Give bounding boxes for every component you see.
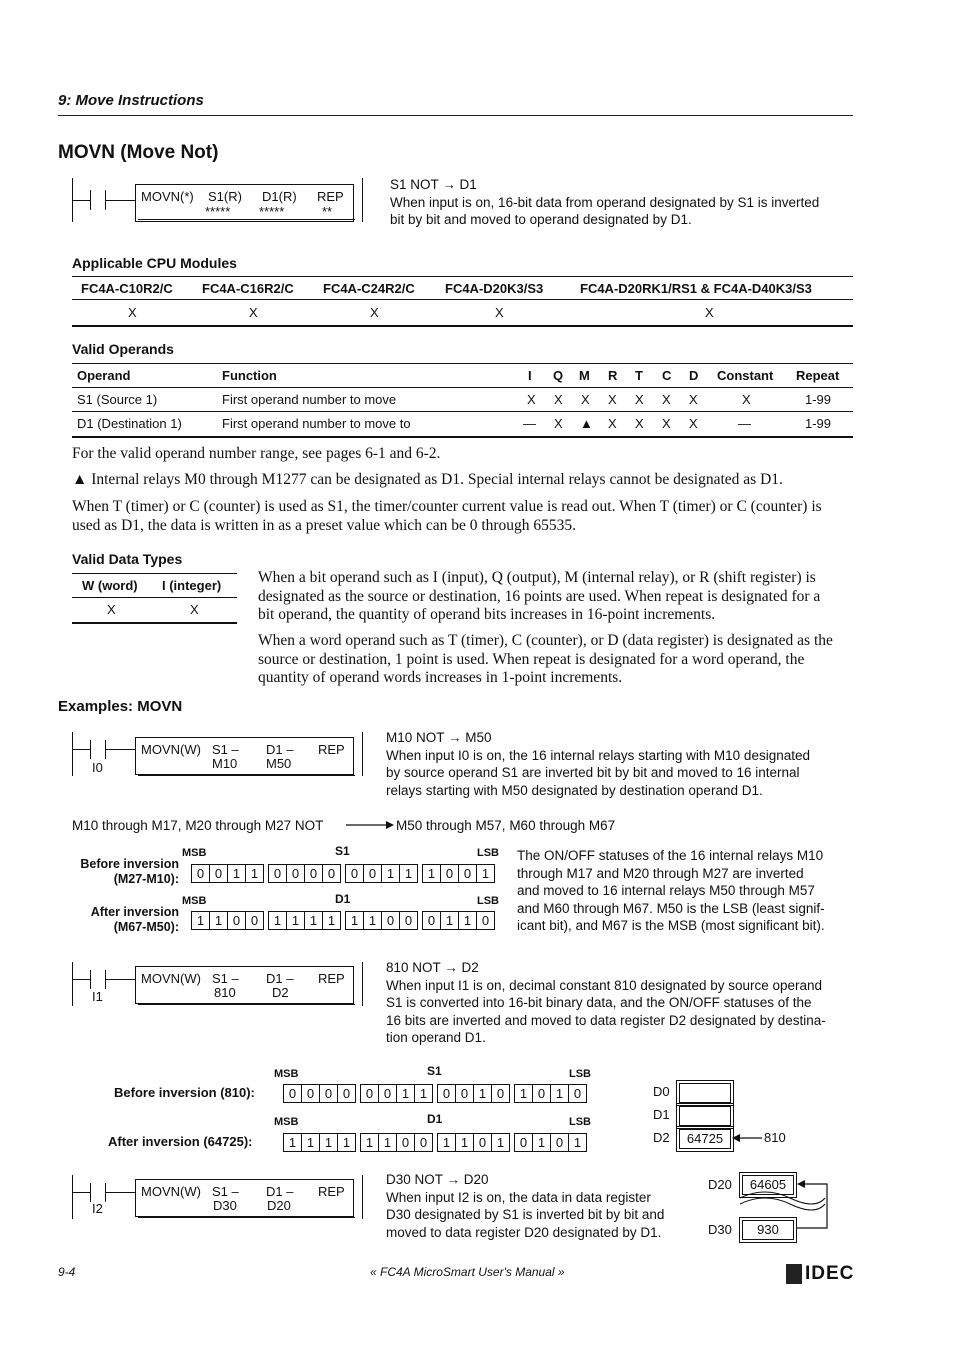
operands-rule [72, 411, 853, 412]
desc-line: When input I2 is on, the data in data register [386, 1189, 651, 1205]
bit-cell: 1 [305, 912, 323, 929]
op-cell: X [554, 416, 563, 431]
box-op: MOVN(W) [141, 742, 201, 757]
cpu-val: X [128, 305, 137, 320]
bit-cell: 1 [404, 866, 413, 881]
box-op: MOVN(W) [141, 971, 201, 986]
op-cell: X [662, 416, 671, 431]
bit-cell: 0 [441, 865, 459, 882]
note-line: and M60 through M67. M50 is the LSB (least signif- [517, 900, 825, 916]
bit-group [268, 911, 341, 930]
op-cell: First operand number to move to [222, 416, 411, 431]
label-line: After inversion [90, 905, 179, 919]
ex2-desc-title: 810 NOT → D2 [386, 960, 479, 975]
box-shadow [138, 1217, 355, 1218]
op-cell: ▲ [580, 416, 593, 431]
box-d1-sub: ***** [259, 204, 285, 219]
box-d1: D1 – [266, 971, 294, 986]
lsb-label: LSB [569, 1068, 591, 1080]
ex1-desc [386, 729, 810, 799]
lsb-label: LSB [477, 847, 499, 859]
bit-cell: 0 [438, 1085, 456, 1102]
box-op: MOVN(W) [141, 1184, 201, 1199]
bit-cell: 1 [228, 865, 246, 882]
op-cell: X [554, 392, 563, 407]
bit-group [437, 1084, 510, 1103]
note-line: and moved to 16 internal relays M50 through M57 [517, 883, 815, 898]
para-line: bit operand, the quantity of operand bits increases in 16-point increments. [258, 606, 716, 623]
bit-cell: 0 [419, 1135, 428, 1150]
lsb-label: LSB [477, 895, 499, 907]
ex2-before-label: Before inversion (810): [114, 1085, 255, 1100]
op-cell: X [689, 416, 698, 431]
op-cell: X [527, 392, 536, 407]
bit-cell: 0 [302, 1085, 320, 1102]
op-cell: First operand number to move [222, 392, 397, 407]
bit-cell: 1 [397, 1085, 415, 1102]
label-line: (M67-M50): [113, 920, 179, 934]
s1-label: S1 [427, 1064, 442, 1078]
register-d0 [679, 1083, 731, 1103]
reg-label: D20 [708, 1177, 732, 1192]
op-cell: 1-99 [805, 392, 832, 407]
contact-left [90, 740, 91, 759]
bit-cell: 0 [423, 912, 441, 929]
data-types-para2 [258, 632, 833, 688]
ex2-after-label: After inversion (64725): [108, 1134, 253, 1149]
bit-cell: 0 [210, 865, 228, 882]
bit-cell: 1 [346, 912, 364, 929]
rung-wire [72, 200, 90, 201]
bit-cell: 0 [305, 865, 323, 882]
arrow-right-icon [346, 818, 394, 832]
ex1-before-label [71, 857, 179, 887]
label-line: (M27-M10): [113, 872, 179, 886]
ex3-input: I2 [92, 1201, 103, 1216]
idec-logo [786, 1263, 854, 1285]
cpu-col: FC4A-C24R2/C [323, 281, 415, 296]
note-line: The ON/OFF statuses of the 16 internal relays M10 [517, 848, 824, 863]
contact-left [90, 970, 91, 989]
bit-cell: 0 [533, 1085, 551, 1102]
desc-line: D30 designated by S1 is inverted bit by bit and [386, 1207, 665, 1222]
main-desc-title: S1 NOT → D1 [390, 177, 477, 192]
desc-line: relays starting with M50 designated by destination operand D1. [386, 782, 763, 798]
reg-arrow-value: 810 [764, 1130, 786, 1145]
right-rail [362, 178, 363, 222]
bit-cell: 1 [320, 1134, 338, 1151]
bit-cell: 1 [573, 1135, 582, 1150]
bit-cell: 1 [441, 912, 459, 929]
note-line: through M17 and M20 through M27 are inverted [517, 865, 804, 881]
bit-cell: 0 [269, 865, 287, 882]
bit-cell: 1 [287, 912, 305, 929]
data-types-table [72, 573, 237, 624]
bit-cell: 1 [342, 1135, 351, 1150]
box-d1: D1 – [266, 742, 294, 757]
rung-wire [72, 749, 90, 750]
box-s1-sub: 810 [214, 985, 236, 1000]
box-rep-sub: ** [322, 204, 333, 219]
op-cell: 1-99 [805, 416, 832, 431]
bit-cell: 0 [320, 1085, 338, 1102]
bit-group [191, 911, 264, 930]
ex3-desc [386, 1171, 664, 1241]
box-rep: REP [318, 971, 345, 986]
para-line: designated as the source or destination, 16 points are used. When repeat is designated for a [258, 587, 821, 605]
bit-cell: 0 [397, 1134, 415, 1151]
ex3-instruction-box [135, 1179, 354, 1217]
ex1-desc-title: M10 NOT → M50 [386, 730, 492, 745]
bit-cell: 0 [361, 1085, 379, 1102]
bit-cell: 0 [287, 865, 305, 882]
bit-group [514, 1084, 587, 1103]
op-cell: — [523, 416, 536, 431]
box-d1-sub: M50 [266, 756, 292, 771]
bit-cell: 1 [210, 912, 228, 929]
bit-cell: 1 [481, 866, 490, 881]
s1-label: S1 [335, 844, 350, 858]
dt-col: I (integer) [162, 578, 222, 593]
box-d1-sub: D20 [267, 1198, 291, 1213]
chapter-header: 9: Move Instructions [58, 92, 204, 109]
box-s1: S1(R) [208, 189, 242, 204]
main-desc-line: When input is on, 16-bit data from operand designated by S1 is inverted [390, 194, 820, 210]
bit-cell: 0 [284, 1085, 302, 1102]
right-rail [362, 962, 363, 1006]
right-rail [362, 1175, 363, 1219]
ex1-flow-right: M50 through M57, M60 through M67 [396, 818, 616, 833]
bit-cell: 0 [459, 865, 477, 882]
cpu-val: X [249, 305, 258, 320]
bit-cell: 0 [192, 865, 210, 882]
msb-label: MSB [182, 847, 207, 859]
msb-label: MSB [274, 1068, 299, 1080]
bit-cell: 1 [438, 1134, 456, 1151]
bit-cell: 0 [379, 1085, 397, 1102]
op-cell: X [635, 392, 644, 407]
arrow-loop-icon [797, 1180, 829, 1232]
box-shadow [138, 775, 355, 776]
ex1-flow-left: M10 through M17, M20 through M27 NOT [72, 818, 324, 833]
dt-val: X [190, 602, 199, 617]
bit-group [422, 911, 495, 930]
bit-cell: 0 [342, 1086, 351, 1101]
rung-wire [105, 1192, 135, 1193]
box-d1: D1(R) [262, 189, 297, 204]
logo-block-icon [786, 1264, 802, 1284]
bit-group [283, 1084, 356, 1103]
rung-wire [105, 749, 135, 750]
box-s1: S1 – [212, 1184, 239, 1199]
op-cell: X [635, 416, 644, 431]
reg-label: D0 [653, 1084, 670, 1099]
manual-title: « FC4A MicroSmart User's Manual » [370, 1265, 565, 1279]
note-timer-counter [72, 498, 822, 535]
bit-group [437, 1133, 510, 1152]
bit-cell: 1 [327, 913, 336, 928]
bit-group [514, 1133, 587, 1152]
lsb-label: LSB [569, 1116, 591, 1128]
para-line: source or destination, 1 point is used. When repeat is designated for a word operand, the [258, 650, 805, 668]
op-cell: X [742, 392, 751, 407]
ex2-instruction-box [135, 966, 354, 1004]
rung-wire [72, 1192, 90, 1193]
bit-cell: 1 [361, 1134, 379, 1151]
op-cell: — [738, 416, 751, 431]
op-col: T [635, 368, 643, 383]
para-line: quantity of operand words increases in 1-point increments. [258, 669, 623, 686]
para-line: When a word operand such as T (timer), C (counter), or D (data register) is designated as the [258, 632, 833, 649]
bit-cell: 0 [551, 1134, 569, 1151]
bit-cell: 0 [346, 865, 364, 882]
ex1-after-bits [191, 911, 499, 930]
bit-group [283, 1133, 356, 1152]
ex1-input: I0 [92, 760, 103, 775]
bit-cell: 1 [192, 912, 210, 929]
op-cell: X [581, 392, 590, 407]
cpu-col: FC4A-C10R2/C [81, 281, 173, 296]
dt-col: W (word) [82, 578, 138, 593]
bit-group [422, 864, 495, 883]
bit-cell: 1 [379, 1134, 397, 1151]
bit-cell: 0 [496, 1086, 505, 1101]
operands-rule [72, 387, 853, 388]
bit-cell: 0 [382, 912, 400, 929]
bit-cell: 1 [250, 866, 259, 881]
bit-cell: 1 [459, 912, 477, 929]
op-col: Q [553, 368, 564, 383]
operands-heading: Valid Operands [72, 341, 174, 357]
bit-cell: 1 [382, 865, 400, 882]
box-s1-sub: ***** [205, 204, 231, 219]
op-col: C [662, 368, 672, 383]
bit-group [345, 911, 418, 930]
desc-line: When input I0 is on, the 16 internal relays starting with M10 designated [386, 747, 810, 763]
page-title: MOVN (Move Not) [58, 142, 219, 163]
op-cell: X [689, 392, 698, 407]
cpu-col: FC4A-D20RK1/RS1 & FC4A-D40K3/S3 [580, 281, 812, 296]
cpu-val: X [705, 305, 714, 320]
cpu-table-rule [72, 299, 853, 300]
bit-group [268, 864, 341, 883]
desc-line: by source operand S1 are inverted bit by bit and moved to 16 internal [386, 765, 800, 780]
contact-left [90, 1183, 91, 1202]
box-shadow [138, 219, 355, 221]
note-line: When T (timer) or C (counter) is used as S1, the timer/counter current value is read out. When T (timer) or C (counter) is [72, 498, 822, 515]
d1-label: D1 [335, 892, 351, 906]
register-d20: 64605 [742, 1175, 794, 1195]
reg-label: D30 [708, 1222, 732, 1237]
desc-line: moved to data register D20 designated by D1. [386, 1224, 662, 1240]
cpu-val: X [370, 305, 379, 320]
bit-cell: 1 [551, 1085, 569, 1102]
ex2-input: I1 [92, 989, 103, 1004]
ex1-instruction-box [135, 737, 354, 775]
box-rep: REP [317, 189, 344, 204]
box-rep: REP [318, 1184, 345, 1199]
bit-cell: 0 [515, 1134, 533, 1151]
box-s1-sub: M10 [212, 756, 238, 771]
bit-group [360, 1133, 433, 1152]
box-d1: D1 – [266, 1184, 294, 1199]
power-rail [72, 1175, 73, 1219]
box-rep: REP [318, 742, 345, 757]
box-shadow [138, 1004, 355, 1005]
register-d30: 930 [742, 1220, 794, 1240]
bit-cell: 1 [419, 1086, 428, 1101]
cpu-val: X [495, 305, 504, 320]
page-number: 9-4 [58, 1265, 76, 1279]
bit-cell: 0 [250, 913, 259, 928]
note-line: icant bit), and M67 is the MSB (most significant bit). [517, 918, 825, 933]
contact-left [90, 190, 91, 210]
ex1-note [517, 847, 825, 935]
logo-text: IDEC [805, 1263, 855, 1284]
op-cell: X [662, 392, 671, 407]
bit-cell: 1 [474, 1085, 492, 1102]
header-rule [58, 115, 853, 116]
note-internal-relays: ▲ Internal relays M0 through M1277 can be designated as D1. Special internal relays cannot be designated as D1. [72, 471, 783, 488]
bit-cell: 1 [364, 912, 382, 929]
cpu-table [72, 276, 853, 327]
bit-cell: 0 [364, 865, 382, 882]
bit-cell: 1 [269, 912, 287, 929]
label-line: Before inversion [80, 857, 179, 871]
register-d2: 64725 [679, 1129, 731, 1149]
main-desc [390, 176, 819, 229]
power-rail [72, 732, 73, 776]
desc-line: S1 is converted into 16-bit binary data, and the ON/OFF statuses of the [386, 995, 812, 1010]
op-col: Function [222, 368, 277, 383]
bit-cell: 0 [456, 1085, 474, 1102]
bit-group [345, 864, 418, 883]
op-col: Operand [77, 368, 131, 383]
ex3-desc-title: D30 NOT → D20 [386, 1172, 489, 1187]
ex2-before-bits [283, 1084, 591, 1103]
box-op: MOVN(*) [141, 189, 194, 204]
rung-wire [105, 979, 135, 980]
bit-cell: 0 [327, 866, 336, 881]
box-d1-sub: D2 [272, 985, 289, 1000]
op-col: M [579, 368, 590, 383]
bit-group [191, 864, 264, 883]
op-col: I [528, 368, 532, 383]
bit-cell: 1 [456, 1134, 474, 1151]
instruction-box [135, 184, 354, 222]
op-col: Constant [717, 368, 774, 383]
cpu-heading: Applicable CPU Modules [72, 255, 237, 271]
dt-rule [72, 597, 237, 598]
right-rail [362, 732, 363, 776]
op-col: Repeat [796, 368, 840, 383]
box-s1: S1 – [212, 742, 239, 757]
power-rail [72, 962, 73, 1006]
d1-label: D1 [427, 1112, 443, 1126]
bit-cell: 1 [496, 1135, 505, 1150]
main-desc-line: bit by bit and moved to operand designated by D1. [390, 212, 692, 227]
op-col: D [689, 368, 699, 383]
bit-cell: 1 [533, 1134, 551, 1151]
box-s1: S1 – [212, 971, 239, 986]
note-range: For the valid operand number range, see pages 6-1 and 6-2. [72, 445, 441, 462]
register-d1 [679, 1106, 731, 1126]
reg-label: D1 [653, 1107, 670, 1122]
para-line: When a bit operand such as I (input), Q (output), M (internal relay), or R (shift register) is [258, 569, 816, 586]
dt-val: X [107, 602, 116, 617]
desc-line: tion operand D1. [386, 1030, 486, 1045]
bit-cell: 0 [573, 1086, 582, 1101]
bit-cell: 1 [284, 1134, 302, 1151]
ex1-after-label [71, 905, 179, 935]
box-s1-sub: D30 [213, 1198, 237, 1213]
rung-wire [72, 979, 90, 980]
op-cell: D1 (Destination 1) [77, 416, 182, 431]
data-types-heading: Valid Data Types [72, 551, 183, 567]
op-cell: X [608, 392, 617, 407]
ex2-after-bits [283, 1133, 591, 1152]
bit-group [360, 1084, 433, 1103]
op-col: R [608, 368, 618, 383]
bit-cell: 1 [423, 865, 441, 882]
examples-heading: Examples: MOVN [58, 698, 183, 715]
desc-line: When input I1 is on, decimal constant 810 designated by source operand [386, 977, 823, 993]
cpu-col: FC4A-D20K3/S3 [445, 281, 544, 296]
note-line: used as D1, the data is written in as a preset value which can be 0 through 65535. [72, 516, 577, 534]
arrow-left-icon [732, 1131, 762, 1145]
op-cell: X [608, 416, 617, 431]
bit-cell: 1 [515, 1085, 533, 1102]
cpu-col: FC4A-C16R2/C [202, 281, 294, 296]
ex1-before-bits [191, 864, 499, 883]
bit-cell: 1 [302, 1134, 320, 1151]
ex2-desc [386, 959, 826, 1047]
operands-table [72, 363, 853, 438]
reg-label: D2 [653, 1130, 670, 1145]
rung-wire [105, 200, 135, 201]
msb-label: MSB [274, 1116, 299, 1128]
data-types-para1 [258, 569, 820, 625]
bit-cell: 0 [404, 913, 413, 928]
desc-line: 16 bits are inverted and moved to data register D2 designated by destina- [386, 1012, 826, 1028]
op-cell: S1 (Source 1) [77, 392, 158, 407]
bit-cell: 0 [228, 912, 246, 929]
bit-cell: 0 [481, 913, 490, 928]
bit-cell: 0 [474, 1134, 492, 1151]
msb-label: MSB [182, 895, 207, 907]
